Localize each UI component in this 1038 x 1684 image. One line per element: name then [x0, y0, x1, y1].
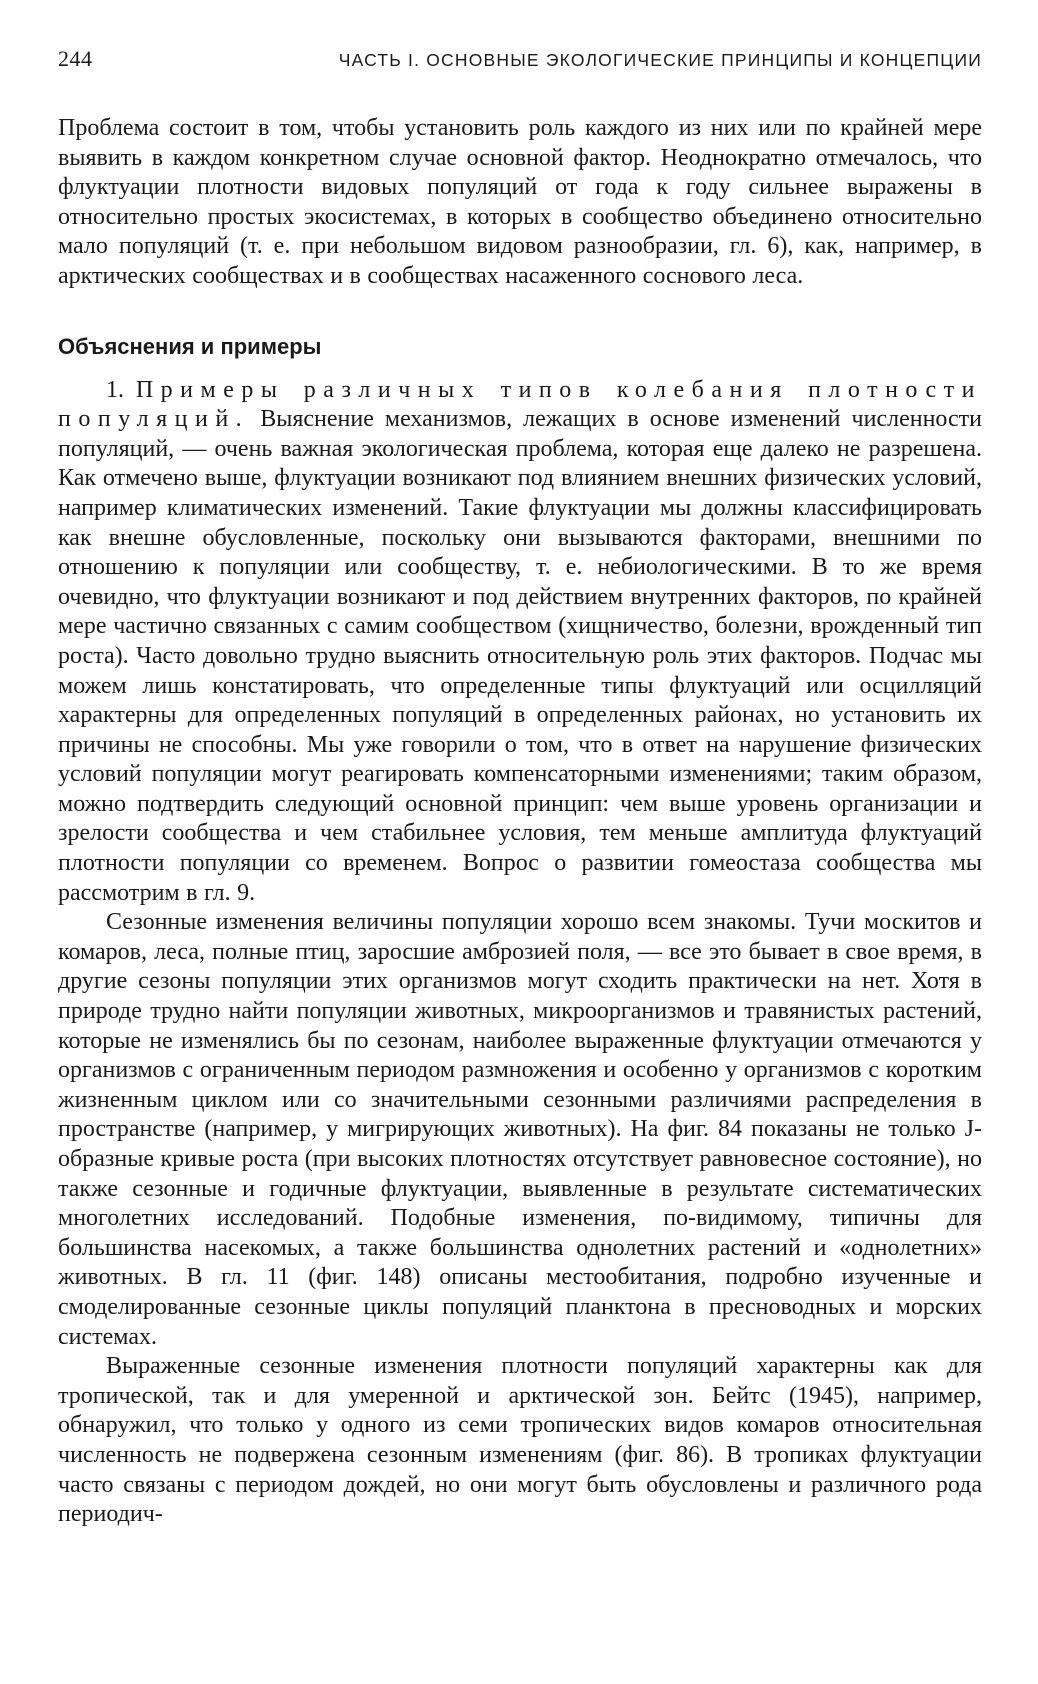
item1-title: Примеры различных типов колебания плотности популяций.	[58, 376, 983, 433]
page-number: 244	[58, 46, 93, 71]
section-title: Объяснения и примеры	[58, 333, 322, 359]
intro-paragraph: Проблема состоит в том, чтобы установить роль каждого из них или по крайней мере выявить в каждом конкретном случае основной фактор. Неоднократно отмечалось, что флуктуации плотности видовых популяций от года к году сильнее выражены в относительно простых экосистемах, в которых в сообщество объединено относительно мало популяций (т. е. при небольшом видовом разнообразии, гл. 6), как, например, в арктических сообществах и в сообществах насаженного соснового леса.	[58, 115, 982, 289]
tropics-paragraph: Выраженные сезонные изменения плотности популяций характерны как для тропической, так и для умеренной и арктической зон. Бейтс (1945), например, обнаружил, что только у одного из семи тропических видов комаров относительная численность не подвержена сезонным изменениям (фиг. 86). В тропиках флуктуации часто связаны с периодом дождей, но они могут быть обусловлены и различного рода периодич-	[58, 1353, 982, 1528]
seasonal-paragraph: Сезонные изменения величины популяции хорошо всем знакомы. Тучи москитов и комаров, леса, полные птиц, заросшие амброзией поля, — все это бывает в свое время, в другие сезоны популяции этих организмов могут сходить практически на нет. Хотя в природе трудно найти популяции животных, микроорганизмов и травянистых растений, которые не изменялись бы по сезонам, наиболее выраженные флуктуации отмечаются у организмов с ограниченным периодом размножения и особенно у организмов с коротким жизненным циклом или со значительными сезонными различиями распределения в пространстве (например, у мигрирующих животных). На фиг. 84 показаны не только J-образные кривые роста (при высоких плотностях отсутствует равновесное состояние), но также сезонные и годичные флуктуации, выявленные в результате систематических многолетних исследований. Подобные изменения, по-видимому, типичны для большинства насекомых, а также большинства однолетних растений и «однолетних» животных. В гл. 11 (фиг. 148) описаны местообитания, подробно изученные и смоделированные сезонные циклы популяций планктона в пресноводных и морских системах.	[58, 909, 982, 1350]
item1-number: 1.	[106, 376, 124, 403]
item1-text: Выяснение механизмов, лежащих в основе изменений численности популяций, — очень важная экологическая проблема, которая еще далеко не разрешена. Как отмечено выше, флуктуации возникают под влиянием внешних физических условий, например климатических изменений. Такие флуктуации мы должны классифицировать как внешне обусловленные, поскольку они вызываются факторами, внешними по отношению к популяции или сообществу, т. е. небиологическими. В то же время очевидно, что флуктуации возникают и под действием внутренних факторов, по крайней мере частично связанных с самим сообществом (хищничество, болезни, врожденный тип роста). Часто довольно трудно выяснить относительную роль этих факторов. Подчас мы можем лишь констатировать, что определенные типы флуктуаций или осцилляций характерны для определенных популяций в определенных районах, но установить их причины не способны. Мы уже говорили о том, что в ответ на нарушение физических условий популяции могут реагировать компенсаторными изменениями; таким образом, можно подтвердить следующий основной принцип: чем выше уровень организации и зрелости сообщества и чем стабильнее условия, тем меньше амплитуда флуктуаций плотности популяции со временем. Вопрос о развитии гомеостаза сообщества мы рассмотрим в гл. 9.	[58, 406, 983, 906]
item1-paragraph	[58, 376, 982, 909]
page-header	[58, 46, 982, 86]
running-head: ЧАСТЬ I. ОСНОВНЫЕ ЭКОЛОГИЧЕСКИЕ ПРИНЦИПЫ И КОНЦЕПЦИИ	[338, 50, 982, 70]
